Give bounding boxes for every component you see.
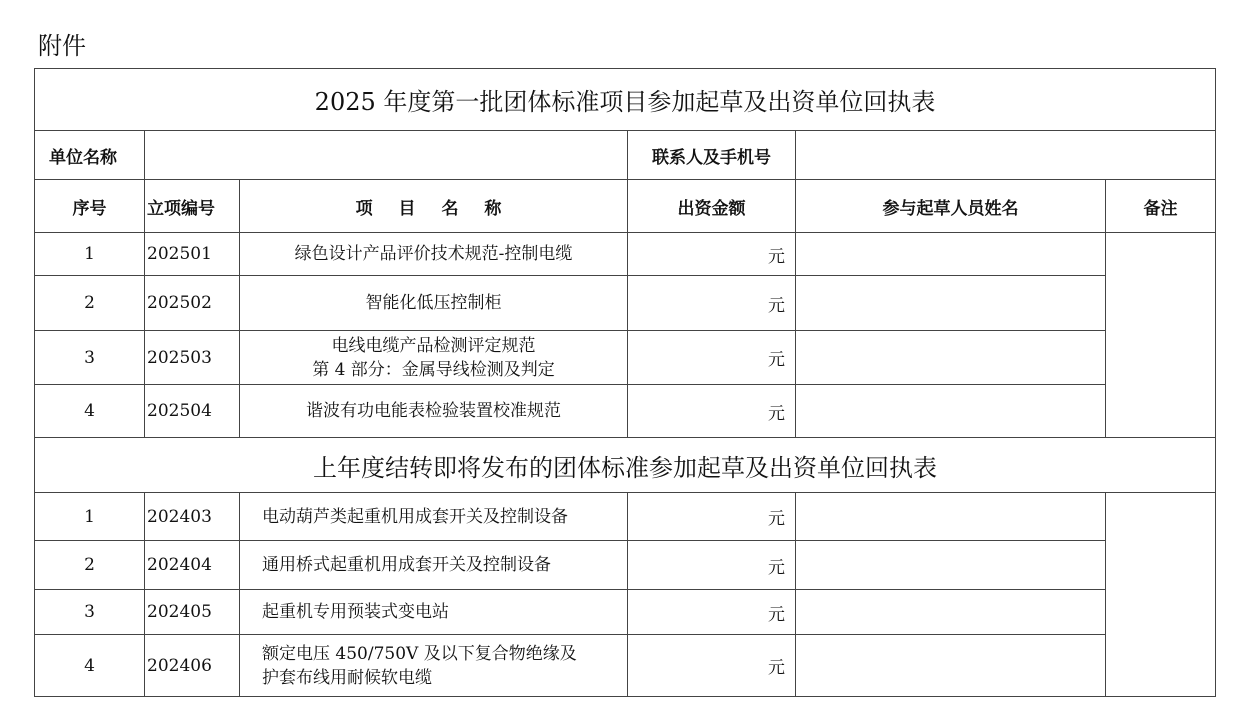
row-seq: 1 [35,233,145,276]
row-code: 202502 [145,276,240,331]
row-drafters-field[interactable] [796,331,1106,385]
row-seq: 1 [35,493,145,541]
col-header-code: 立项编号 [145,180,240,233]
row-code: 202405 [145,590,240,635]
row-seq: 2 [35,276,145,331]
row-amount-field[interactable]: 元 [628,590,796,635]
row-seq: 2 [35,541,145,590]
row-drafters-field[interactable] [796,233,1106,276]
col-header-drafters: 参与起草人员姓名 [796,180,1106,233]
row-code: 202504 [145,385,240,438]
row-project-name: 额定电压 450/750V 及以下复合物绝缘及 护套布线用耐候软电缆 [240,635,628,697]
section2-title: 上年度结转即将发布的团体标准参加起草及出资单位回执表 [35,438,1216,493]
col-header-name: 项 目 名 称 [240,180,628,233]
row-project-name: 智能化低压控制柜 [240,276,628,331]
row-code: 202501 [145,233,240,276]
row-project-name: 谐波有功电能表检验装置校准规范 [240,385,628,438]
row-drafters-field[interactable] [796,590,1106,635]
row-drafters-field[interactable] [796,493,1106,541]
row-code: 202406 [145,635,240,697]
row-seq: 4 [35,385,145,438]
contact-label: 联系人及手机号 [628,131,796,180]
row-project-name: 电动葫芦类起重机用成套开关及控制设备 [240,493,628,541]
row-drafters-field[interactable] [796,635,1106,697]
row-code: 202404 [145,541,240,590]
remarks-field[interactable] [1106,493,1216,697]
row-drafters-field[interactable] [796,541,1106,590]
unit-name-label: 单位名称 [35,131,145,180]
row-project-name: 电线电缆产品检测评定规范 第 4 部分：金属导线检测及判定 [240,331,628,385]
row-seq: 4 [35,635,145,697]
row-code: 202503 [145,331,240,385]
row-project-name: 绿色设计产品评价技术规范-控制电缆 [240,233,628,276]
attachment-label: 附件 [38,32,86,60]
row-project-name: 起重机专用预装式变电站 [240,590,628,635]
row-amount-field[interactable]: 元 [628,385,796,438]
row-drafters-field[interactable] [796,276,1106,331]
row-amount-field[interactable]: 元 [628,493,796,541]
row-drafters-field[interactable] [796,385,1106,438]
row-amount-field[interactable]: 元 [628,331,796,385]
row-seq: 3 [35,331,145,385]
remarks-field[interactable] [1106,233,1216,438]
row-code: 202403 [145,493,240,541]
unit-name-field[interactable] [145,131,628,180]
contact-field[interactable] [796,131,1216,180]
row-amount-field[interactable]: 元 [628,541,796,590]
col-header-remarks: 备注 [1106,180,1216,233]
form-title: 2025 年度第一批团体标准项目参加起草及出资单位回执表 [35,69,1216,131]
row-seq: 3 [35,590,145,635]
row-amount-field[interactable]: 元 [628,635,796,697]
receipt-table [34,68,1216,697]
col-header-seq: 序号 [35,180,145,233]
row-amount-field[interactable]: 元 [628,276,796,331]
row-amount-field[interactable]: 元 [628,233,796,276]
row-project-name: 通用桥式起重机用成套开关及控制设备 [240,541,628,590]
col-header-amount: 出资金额 [628,180,796,233]
